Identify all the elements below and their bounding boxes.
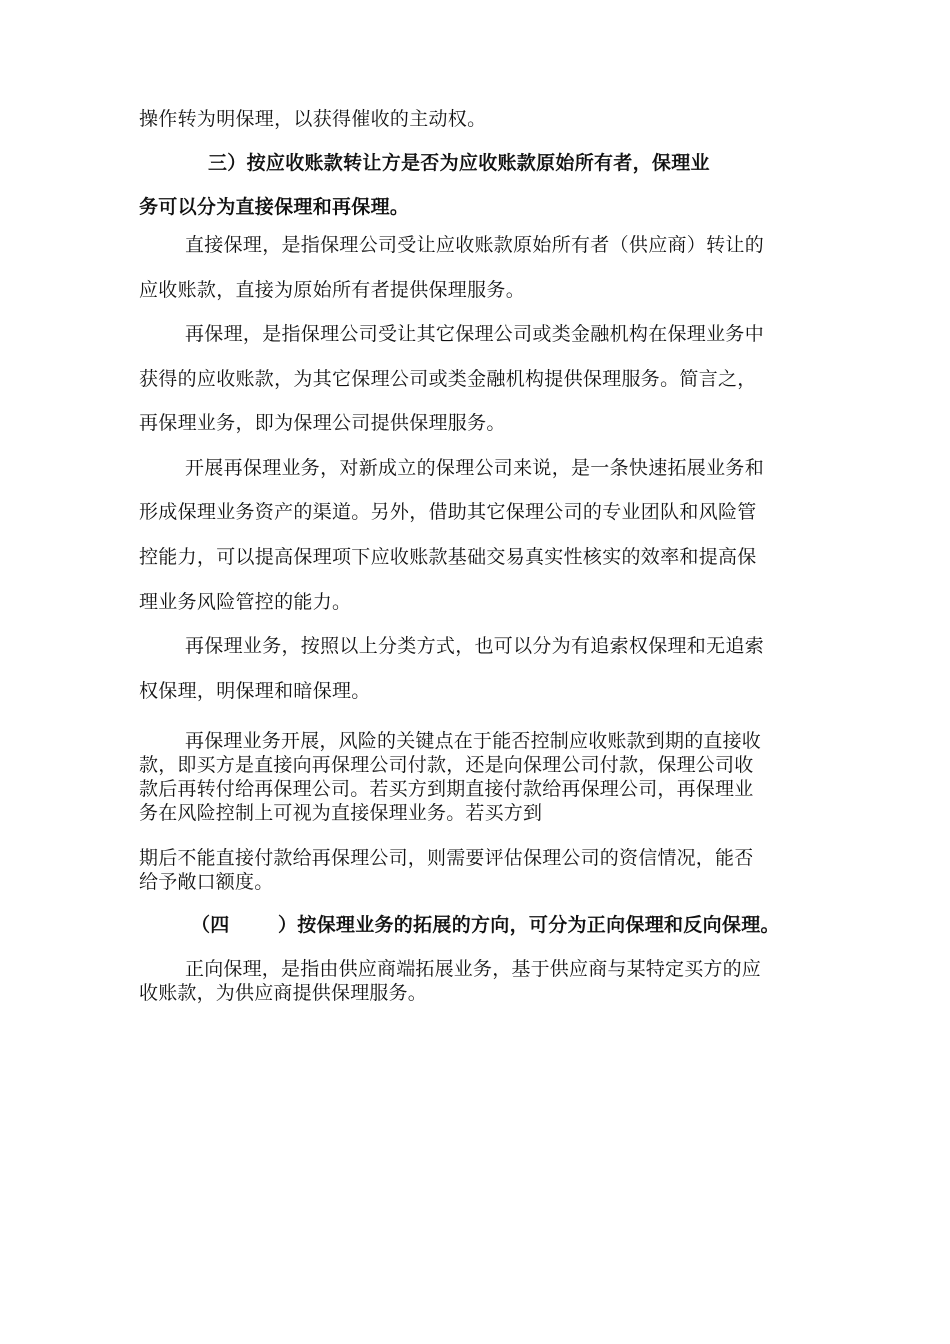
paragraph-line: 款后再转付给再保理公司。若买方到期直接付款给再保理公司，再保理业 — [139, 778, 754, 800]
paragraph-line: 款，即买方是直接向再保理公司付款，还是向保理公司付款，保理公司收 — [139, 754, 754, 776]
paragraph-line: 再保理业务开展，风险的关键点在于能否控制应收账款到期的直接收 — [185, 730, 762, 752]
paragraph-line: 期后不能直接付款给再保理公司，则需要评估保理公司的资信情况，能否 — [139, 847, 754, 869]
paragraph-line: 开展再保理业务，对新成立的保理公司来说，是一条快速拓展业务和 — [185, 457, 765, 479]
paragraph-line: 控能力，可以提高保理项下应收账款基础交易真实性核实的效率和提高保 — [139, 546, 757, 568]
paragraph-line: 形成保理业务资产的渠道。另外，借助其它保理公司的专业团队和风险管 — [139, 501, 757, 523]
paragraph-line: 务在风险控制上可视为直接保理业务。若买方到 — [139, 802, 543, 824]
paragraph-line: 权保理，明保理和暗保理。 — [139, 680, 371, 702]
paragraph-line: 正向保理，是指由供应商端拓展业务，基于供应商与某特定买方的应 — [185, 958, 762, 980]
paragraph-line: 直接保理，是指保理公司受让应收账款原始所有者（供应商）转让的 — [185, 234, 765, 256]
section-heading-number: （四 — [191, 914, 230, 936]
paragraph-line: 再保理业务，按照以上分类方式，也可以分为有追索权保理和无追索 — [185, 635, 765, 657]
section-heading: 三）按应收账款转让方是否为应收账款原始所有者，保理业 — [208, 152, 710, 174]
section-heading: ）按保理业务的拓展的方向，可分为正向保理和反向保理。 — [278, 914, 780, 936]
paragraph-line: 再保理业务，即为保理公司提供保理服务。 — [139, 412, 506, 434]
paragraph-line: 应收账款，直接为原始所有者提供保理服务。 — [139, 279, 526, 301]
paragraph-line: 操作转为明保理，以获得催收的主动权。 — [139, 108, 487, 130]
paragraph-line: 收账款，为供应商提供保理服务。 — [139, 982, 428, 1004]
paragraph-line: 再保理，是指保理公司受让其它保理公司或类金融机构在保理业务中 — [185, 323, 765, 345]
section-heading-continued: 务可以分为直接保理和再保理。 — [139, 196, 410, 218]
paragraph-line: 获得的应收账款，为其它保理公司或类金融机构提供保理服务。简言之， — [139, 368, 757, 390]
paragraph-line: 理业务风险管控的能力。 — [139, 591, 352, 613]
paragraph-line: 给予敞口额度。 — [139, 871, 274, 893]
